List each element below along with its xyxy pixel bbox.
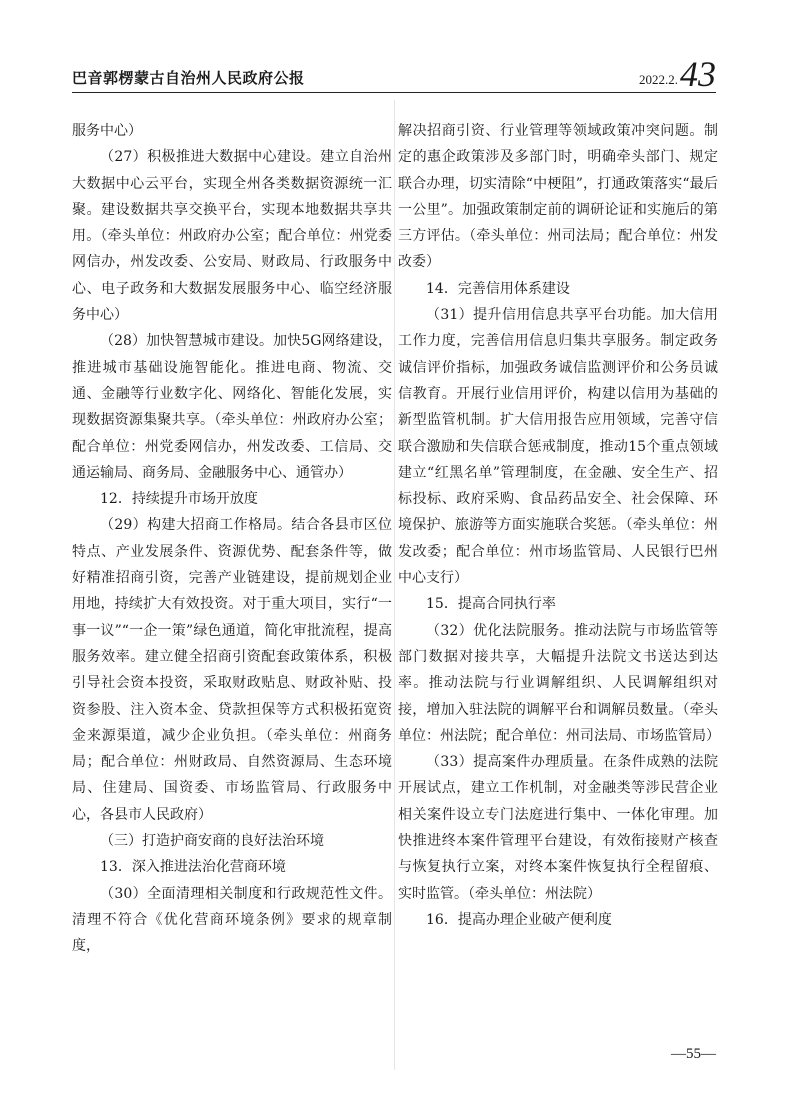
section-heading-12: 12．持续提升市场开放度 xyxy=(100,491,258,508)
paragraph-item-31: （31）提升信用信息共享平台功能。加大信用工作力度，完善信用信息归集共享服务。制定政务诚信评价指标，加强政务诚信监测评价和公务员诚信教育。开展行业信用评价，构建以信用为基础的新型监管机制。扩大信用报告应用领域，完善守信联合激励和失信联合惩戒制度，推动15个重点领域建立“红黑名单”管理制度，在金融、安全生产、招标投标、政府采购、食品药品安全、社会保障、环境保护、旅游等方面实施联合奖惩。（牵头单位：州发改委；配合单位：州市场监管局、人民银行巴州中心支行） xyxy=(398,307,718,587)
paragraph-continuation: 服务中心） xyxy=(72,123,142,139)
paragraph-item-32: （32）优化法院服务。推动法院与市场监管等部门数据对接共享，大幅提升法院文书送达到达率。推动法院与行业调解组织、人民调解组织对接，增加入驻法院的调解平台和调解员数量。（牵头单位：州法院；配合单位：州司法局、市场监管局） xyxy=(398,622,720,744)
paragraph-item-30: （30）全面清理相关制度和行政规范性文件。清理不符合《优化营商环境条例》要求的规章制度， xyxy=(72,885,392,955)
paragraph-item-29: （29）构建大招商工作格局。结合各县市区位特点、产业发展条件、资源优势、配套条件等，做好精准招商引资，完善产业链建设，提前规划企业用地，持续扩大有效投资。对于重大项目，实行“一事一议”“一企一策”绿色通道，简化审批流程，提高服务效率。建立健全招商引资配套政策体系，积极引导社会资本投资，采取财政贴息、财政补贴、投资参股、注入资本金、贷款担保等方式积极拓宽资金来源渠道，减少企业负担。（牵头单位：州商务局；配合单位：州财政局、自然资源局、生态环境局、住建局、国资委、市场监管局、行政服务中心，各县市人民政府） xyxy=(72,517,392,823)
page-number: —55— xyxy=(671,1046,716,1062)
gazette-title: 巴音郭楞蒙古自治州人民政府公报 xyxy=(72,69,305,87)
right-column xyxy=(398,118,718,933)
issue-date: 2022.2. xyxy=(639,72,678,87)
paragraph-continuation-30: 解决招商引资、行业管理等领域政策冲突问题。制定的惠企政策涉及多部门时，明确牵头部门、规定联合办理，切实清除“中梗阻”，打通政策落实“最后一公里”。加强政策制定前的调研论证和实施后的第三方评估。（牵头单位：州司法局；配合单位：州发改委） xyxy=(398,123,718,271)
paragraph-item-27: （27）积极推进大数据中心建设。建立自治州大数据中心云平台，实现全州各类数据资源统一汇聚。建设数据共享交换平台，实现本地数据共享共用。（牵头单位：州政府办公室；配合单位：州党委网信办，州发改委、公安局、财政局、行政服务中心、电子政务和大数据发展服务中心、临空经济服务中心） xyxy=(72,149,392,324)
section-heading-13: 13．深入推进法治化营商环境 xyxy=(100,859,286,876)
column-divider xyxy=(394,100,395,1070)
section-heading-16: 16．提高办理企业破产便利度 xyxy=(426,911,612,928)
section-heading-15: 15．提高合同执行率 xyxy=(426,596,556,613)
left-column xyxy=(72,118,392,960)
paragraph-item-28: （28）加快智慧城市建设。加快5G网络建设，推进城市基础设施智能化。推进电商、物流、交通、金融等行业数字化、网络化、智能化发展，实现数据资源集聚共享。（牵头单位：州政府办公室；配合单位：州党委网信办，州发改委、工信局、交通运输局、商务局、金融服务中心、通管办） xyxy=(72,333,392,481)
section-heading-14: 14．完善信用体系建设 xyxy=(426,280,570,297)
paragraph-item-33: （33）提高案件办理质量。在条件成熟的法院开展试点，建立工作机制，对金融类等涉民营企业相关案件设立专门法庭进行集中、一体化审理。加快推进终本案件管理平台建设，有效衔接财产核查与恢复执行立案，对终本案件恢复执行全程留痕、实时监管。（牵头单位：州法院） xyxy=(398,754,718,902)
issue-number: 43 xyxy=(680,54,716,94)
page-header xyxy=(72,52,716,93)
section-heading-part-3: （三）打造护商安商的良好法治环境 xyxy=(100,833,324,850)
